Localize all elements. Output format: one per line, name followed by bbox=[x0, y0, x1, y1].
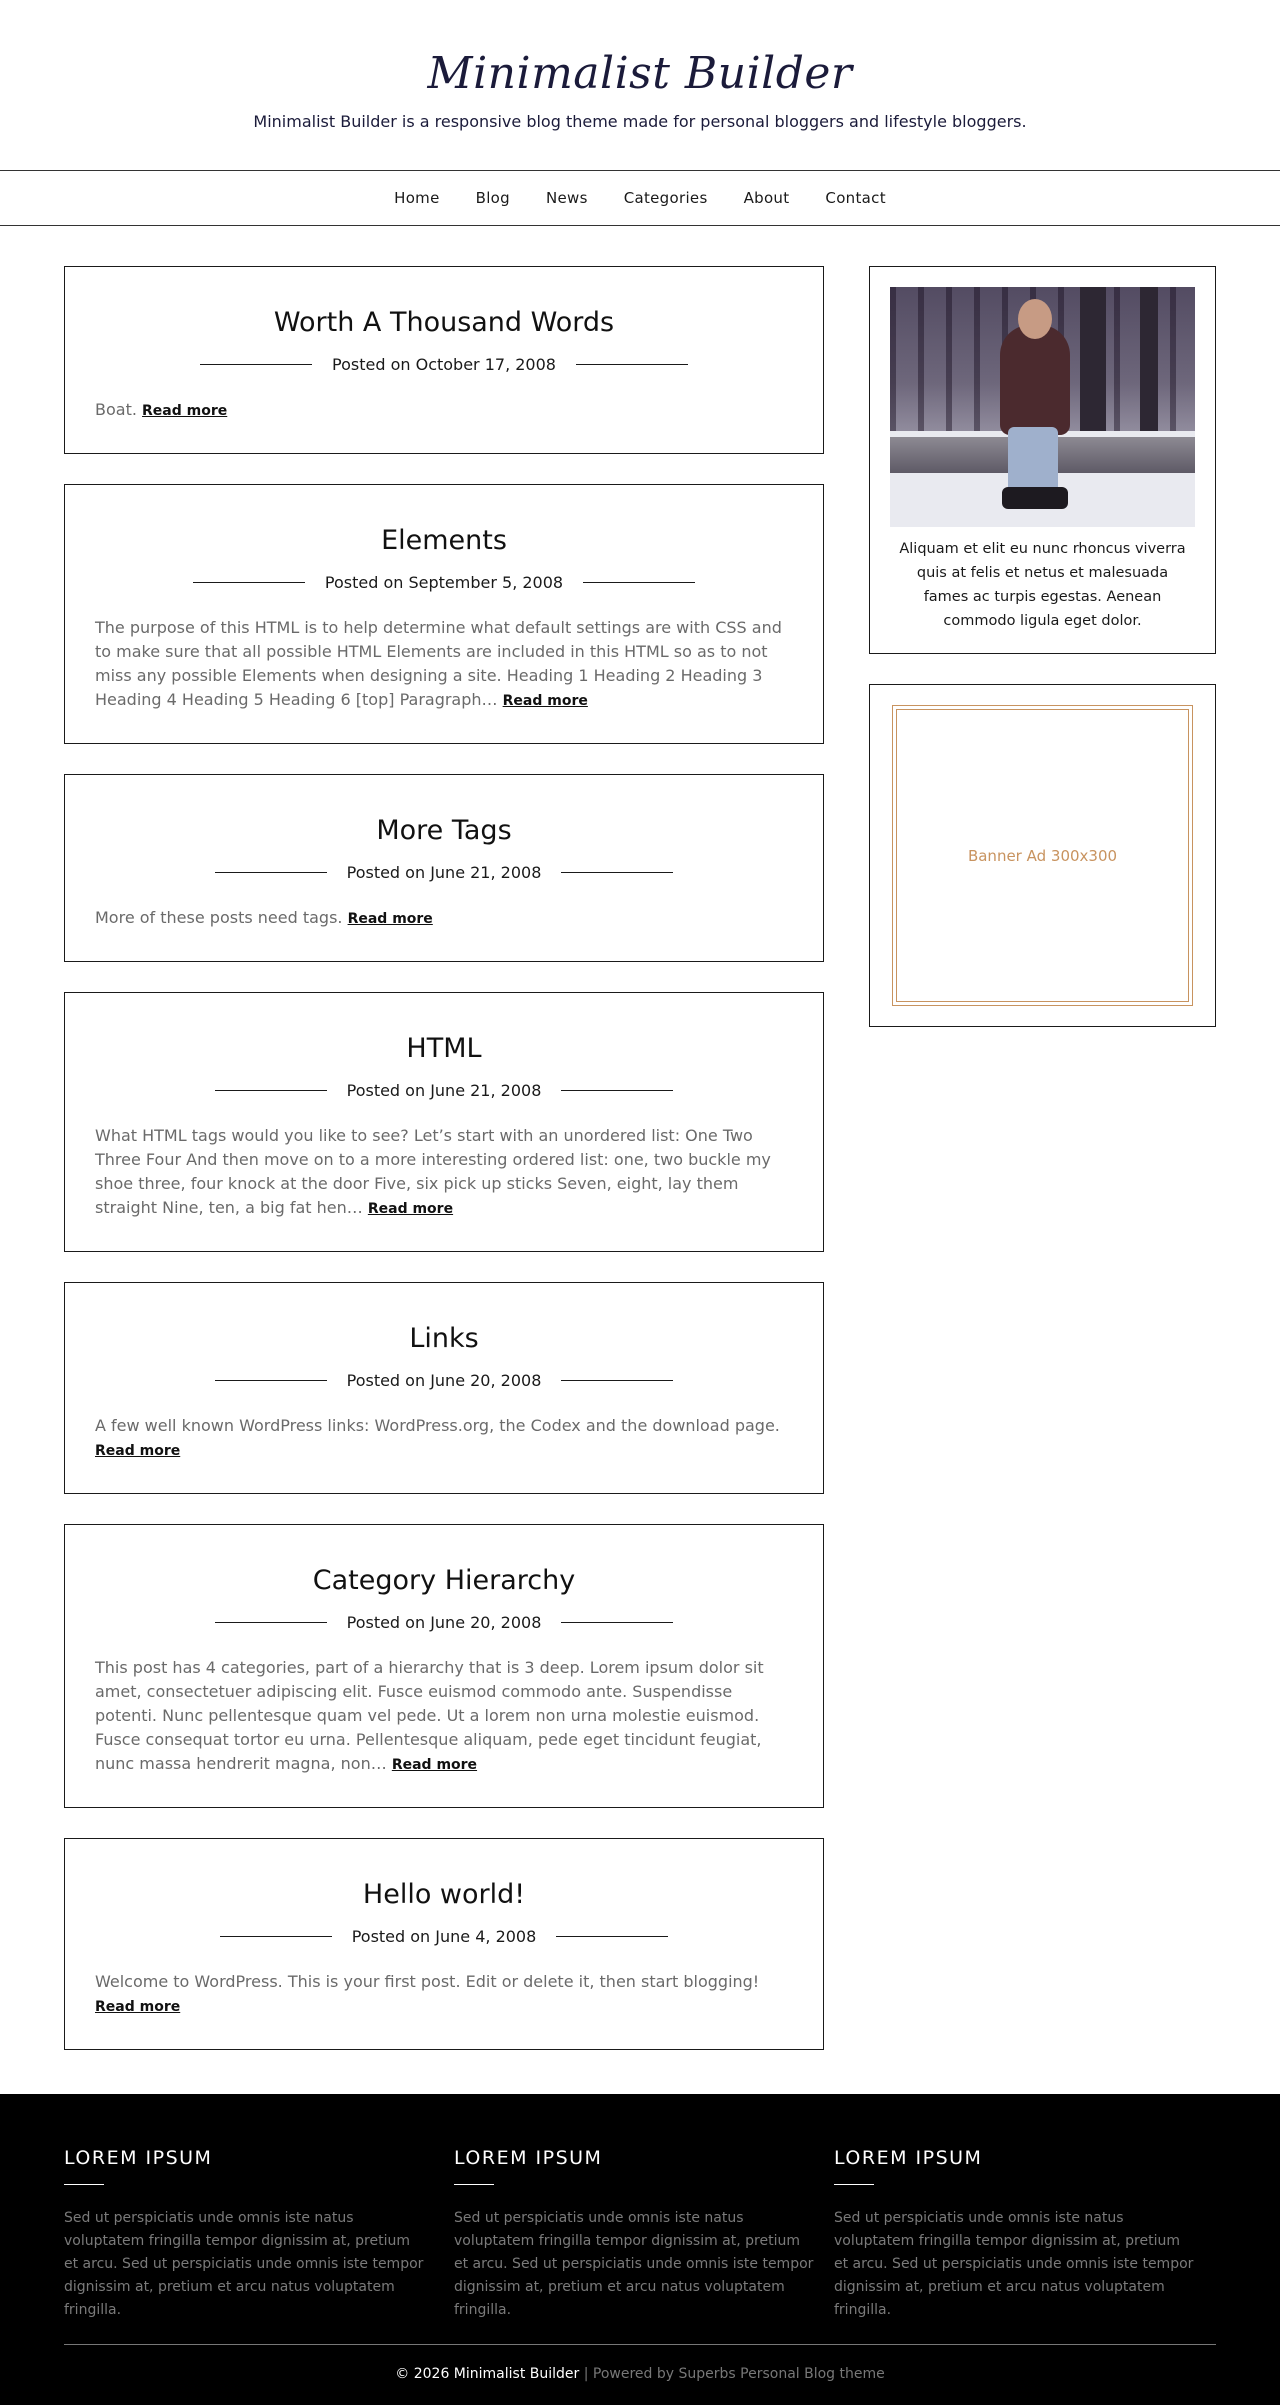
post-meta bbox=[95, 1371, 793, 1390]
footer-heading: LOREM IPSUM bbox=[64, 2147, 213, 2169]
meta-divider-right bbox=[556, 1936, 668, 1937]
footer-text: Sed ut perspiciatis unde omnis iste natus voluptatem fringilla tempor dignissim at, pretium et arcu. Sed ut perspiciatis unde omnis iste tempor dignissim at, pretium et arcu natus voluptatem fringilla. bbox=[64, 2210, 424, 2318]
footer-text: Sed ut perspiciatis unde omnis iste natus voluptatem fringilla tempor dignissim at, pretium et arcu. Sed ut perspiciatis unde omnis iste tempor dignissim at, pretium et arcu natus voluptatem fringilla. bbox=[834, 2210, 1194, 2318]
post-date: Posted on June 20, 2008 bbox=[346, 1371, 542, 1390]
post-excerpt-text: The purpose of this HTML is to help determine what default settings are with CSS and to make sure that all possible HTML Elements are included in this HTML so as to not miss any possible Elements when designing a site. Heading 1 Heading 2 Heading 3 Heading 4 Heading 5 Heading 6 [top] Paragraph… bbox=[95, 618, 782, 709]
nav-item-contact[interactable]: Contact bbox=[825, 189, 886, 207]
sidebar bbox=[869, 266, 1216, 1057]
post-meta bbox=[95, 573, 793, 592]
post-excerpt bbox=[95, 1970, 793, 2019]
post-title[interactable]: Category Hierarchy bbox=[312, 1565, 576, 1596]
post-list bbox=[64, 266, 824, 2080]
meta-divider-right bbox=[561, 872, 673, 873]
meta-divider-right bbox=[561, 1090, 673, 1091]
footer-separator: | bbox=[583, 2366, 589, 2382]
meta-divider-right bbox=[561, 1622, 673, 1623]
post-excerpt bbox=[95, 398, 793, 423]
post-title[interactable]: Hello world! bbox=[362, 1879, 526, 1910]
read-more-link[interactable]: Read more bbox=[95, 1443, 181, 1459]
footer-heading: LOREM IPSUM bbox=[834, 2147, 983, 2169]
footer-columns bbox=[0, 2094, 1280, 2344]
footer-text: Sed ut perspiciatis unde omnis iste natus voluptatem fringilla tempor dignissim at, pretium et arcu. Sed ut perspiciatis unde omnis iste tempor dignissim at, pretium et arcu natus voluptatem fringilla. bbox=[454, 2210, 814, 2318]
meta-divider-right bbox=[583, 582, 695, 583]
read-more-link[interactable]: Read more bbox=[142, 403, 228, 419]
site-header bbox=[0, 0, 1280, 170]
post-date: Posted on September 5, 2008 bbox=[324, 573, 564, 592]
post-title[interactable]: Elements bbox=[381, 525, 507, 556]
about-widget bbox=[869, 266, 1216, 654]
banner-ad-inner bbox=[896, 709, 1189, 1002]
post-card bbox=[64, 1524, 824, 1808]
post-excerpt-text: What HTML tags would you like to see? Let’s start with an unordered list: One Two Three Four And then move on to a more interesting ordered list: one, two buckle my shoe three, four knock at the door Five, six pick up sticks Seven, eight, lay them straight Nine, ten, a big fat hen… bbox=[95, 1126, 771, 1217]
post-date: Posted on June 20, 2008 bbox=[346, 1613, 542, 1632]
photo-person-head bbox=[1018, 299, 1052, 339]
post-meta bbox=[95, 1081, 793, 1100]
post-excerpt bbox=[95, 1414, 793, 1463]
post-meta bbox=[95, 1613, 793, 1632]
post-card bbox=[64, 1838, 824, 2050]
footer-heading-underline bbox=[834, 2184, 874, 2185]
post-card bbox=[64, 484, 824, 744]
site-title[interactable]: Minimalist Builder bbox=[427, 48, 853, 99]
banner-widget bbox=[869, 684, 1216, 1027]
meta-divider-left bbox=[200, 364, 312, 365]
post-meta bbox=[95, 355, 793, 374]
post-date: Posted on June 21, 2008 bbox=[346, 1081, 542, 1100]
meta-divider-left bbox=[215, 1622, 327, 1623]
post-excerpt bbox=[95, 616, 793, 713]
footer-heading-underline bbox=[454, 2184, 494, 2185]
post-card bbox=[64, 992, 824, 1252]
content-area bbox=[0, 226, 1280, 2094]
post-date: Posted on October 17, 2008 bbox=[332, 355, 556, 374]
post-meta bbox=[95, 1927, 793, 1946]
footer-divider bbox=[64, 2344, 1216, 2345]
post-excerpt bbox=[95, 906, 793, 931]
post-excerpt-text: More of these posts need tags. bbox=[95, 908, 343, 927]
post-title[interactable]: Links bbox=[409, 1323, 479, 1354]
nav-item-blog[interactable]: Blog bbox=[475, 189, 510, 207]
meta-divider-left bbox=[215, 872, 327, 873]
post-excerpt-text: Welcome to WordPress. This is your first post. Edit or delete it, then start blogging! bbox=[95, 1972, 760, 1991]
nav-item-news[interactable]: News bbox=[545, 189, 588, 207]
footer-heading-underline bbox=[64, 2184, 104, 2185]
read-more-link[interactable]: Read more bbox=[347, 911, 433, 927]
post-title[interactable]: HTML bbox=[406, 1033, 482, 1064]
site-description: Minimalist Builder is a responsive blog theme made for personal bloggers and lifestyle bloggers. bbox=[253, 112, 1027, 131]
photo-person-boots bbox=[1002, 487, 1068, 509]
nav-item-about[interactable]: About bbox=[743, 189, 790, 207]
post-date: Posted on June 21, 2008 bbox=[346, 863, 542, 882]
meta-divider-right bbox=[561, 1380, 673, 1381]
about-photo bbox=[890, 287, 1195, 527]
footer-copyright[interactable]: © 2026 Minimalist Builder bbox=[395, 2366, 580, 2382]
post-card bbox=[64, 774, 824, 962]
meta-divider-left bbox=[215, 1090, 327, 1091]
post-excerpt-text: This post has 4 categories, part of a hierarchy that is 3 deep. Lorem ipsum dolor sit amet, consectetuer adipiscing elit. Fusce euismod commodo ante. Suspendisse potenti. Nunc pellentesque quam vel pede. Ut a lorem non urna molestie euismod. Fusce consequat tortor eu urna. Pellentesque aliquam, pede eget tincidunt feugiat, nunc massa hendrerit magna, non… bbox=[95, 1658, 764, 1773]
post-meta bbox=[95, 863, 793, 882]
site-footer bbox=[0, 2094, 1280, 2405]
read-more-link[interactable]: Read more bbox=[502, 693, 588, 709]
post-excerpt-text: Boat. bbox=[95, 400, 137, 419]
post-date: Posted on June 4, 2008 bbox=[351, 1927, 537, 1946]
post-card bbox=[64, 1282, 824, 1494]
banner-ad[interactable] bbox=[892, 705, 1193, 1006]
footer-column bbox=[834, 2146, 1194, 2322]
meta-divider-left bbox=[215, 1380, 327, 1381]
read-more-link[interactable]: Read more bbox=[95, 1999, 181, 2015]
read-more-link[interactable]: Read more bbox=[367, 1201, 454, 1217]
footer-column bbox=[64, 2146, 424, 2322]
nav-item-home[interactable]: Home bbox=[394, 189, 440, 207]
post-title[interactable]: Worth A Thousand Words bbox=[273, 307, 615, 338]
meta-divider-right bbox=[576, 364, 688, 365]
post-excerpt-text: A few well known WordPress links: WordPress.org, the Codex and the download page. bbox=[95, 1416, 780, 1435]
post-card bbox=[64, 266, 824, 454]
meta-divider-left bbox=[193, 582, 305, 583]
banner-ad-label: Banner Ad 300x300 bbox=[967, 846, 1118, 865]
nav-item-categories[interactable]: Categories bbox=[623, 189, 708, 207]
post-title[interactable]: More Tags bbox=[376, 815, 512, 846]
footer-credits bbox=[0, 2366, 1280, 2382]
footer-column bbox=[454, 2146, 814, 2322]
about-caption: Aliquam et elit eu nunc rhoncus viverra quis at felis et netus et malesuada fames ac turpis egestas. Aenean commodo ligula eget dolor. bbox=[899, 541, 1186, 629]
footer-heading: LOREM IPSUM bbox=[454, 2147, 603, 2169]
read-more-link[interactable]: Read more bbox=[391, 1757, 478, 1773]
post-excerpt bbox=[95, 1656, 793, 1777]
photo-person-coat bbox=[1000, 325, 1070, 435]
meta-divider-left bbox=[220, 1936, 332, 1937]
footer-powered-by[interactable]: Powered by Superbs Personal Blog theme bbox=[592, 2366, 885, 2382]
post-excerpt bbox=[95, 1124, 793, 1221]
main-nav bbox=[0, 170, 1280, 226]
